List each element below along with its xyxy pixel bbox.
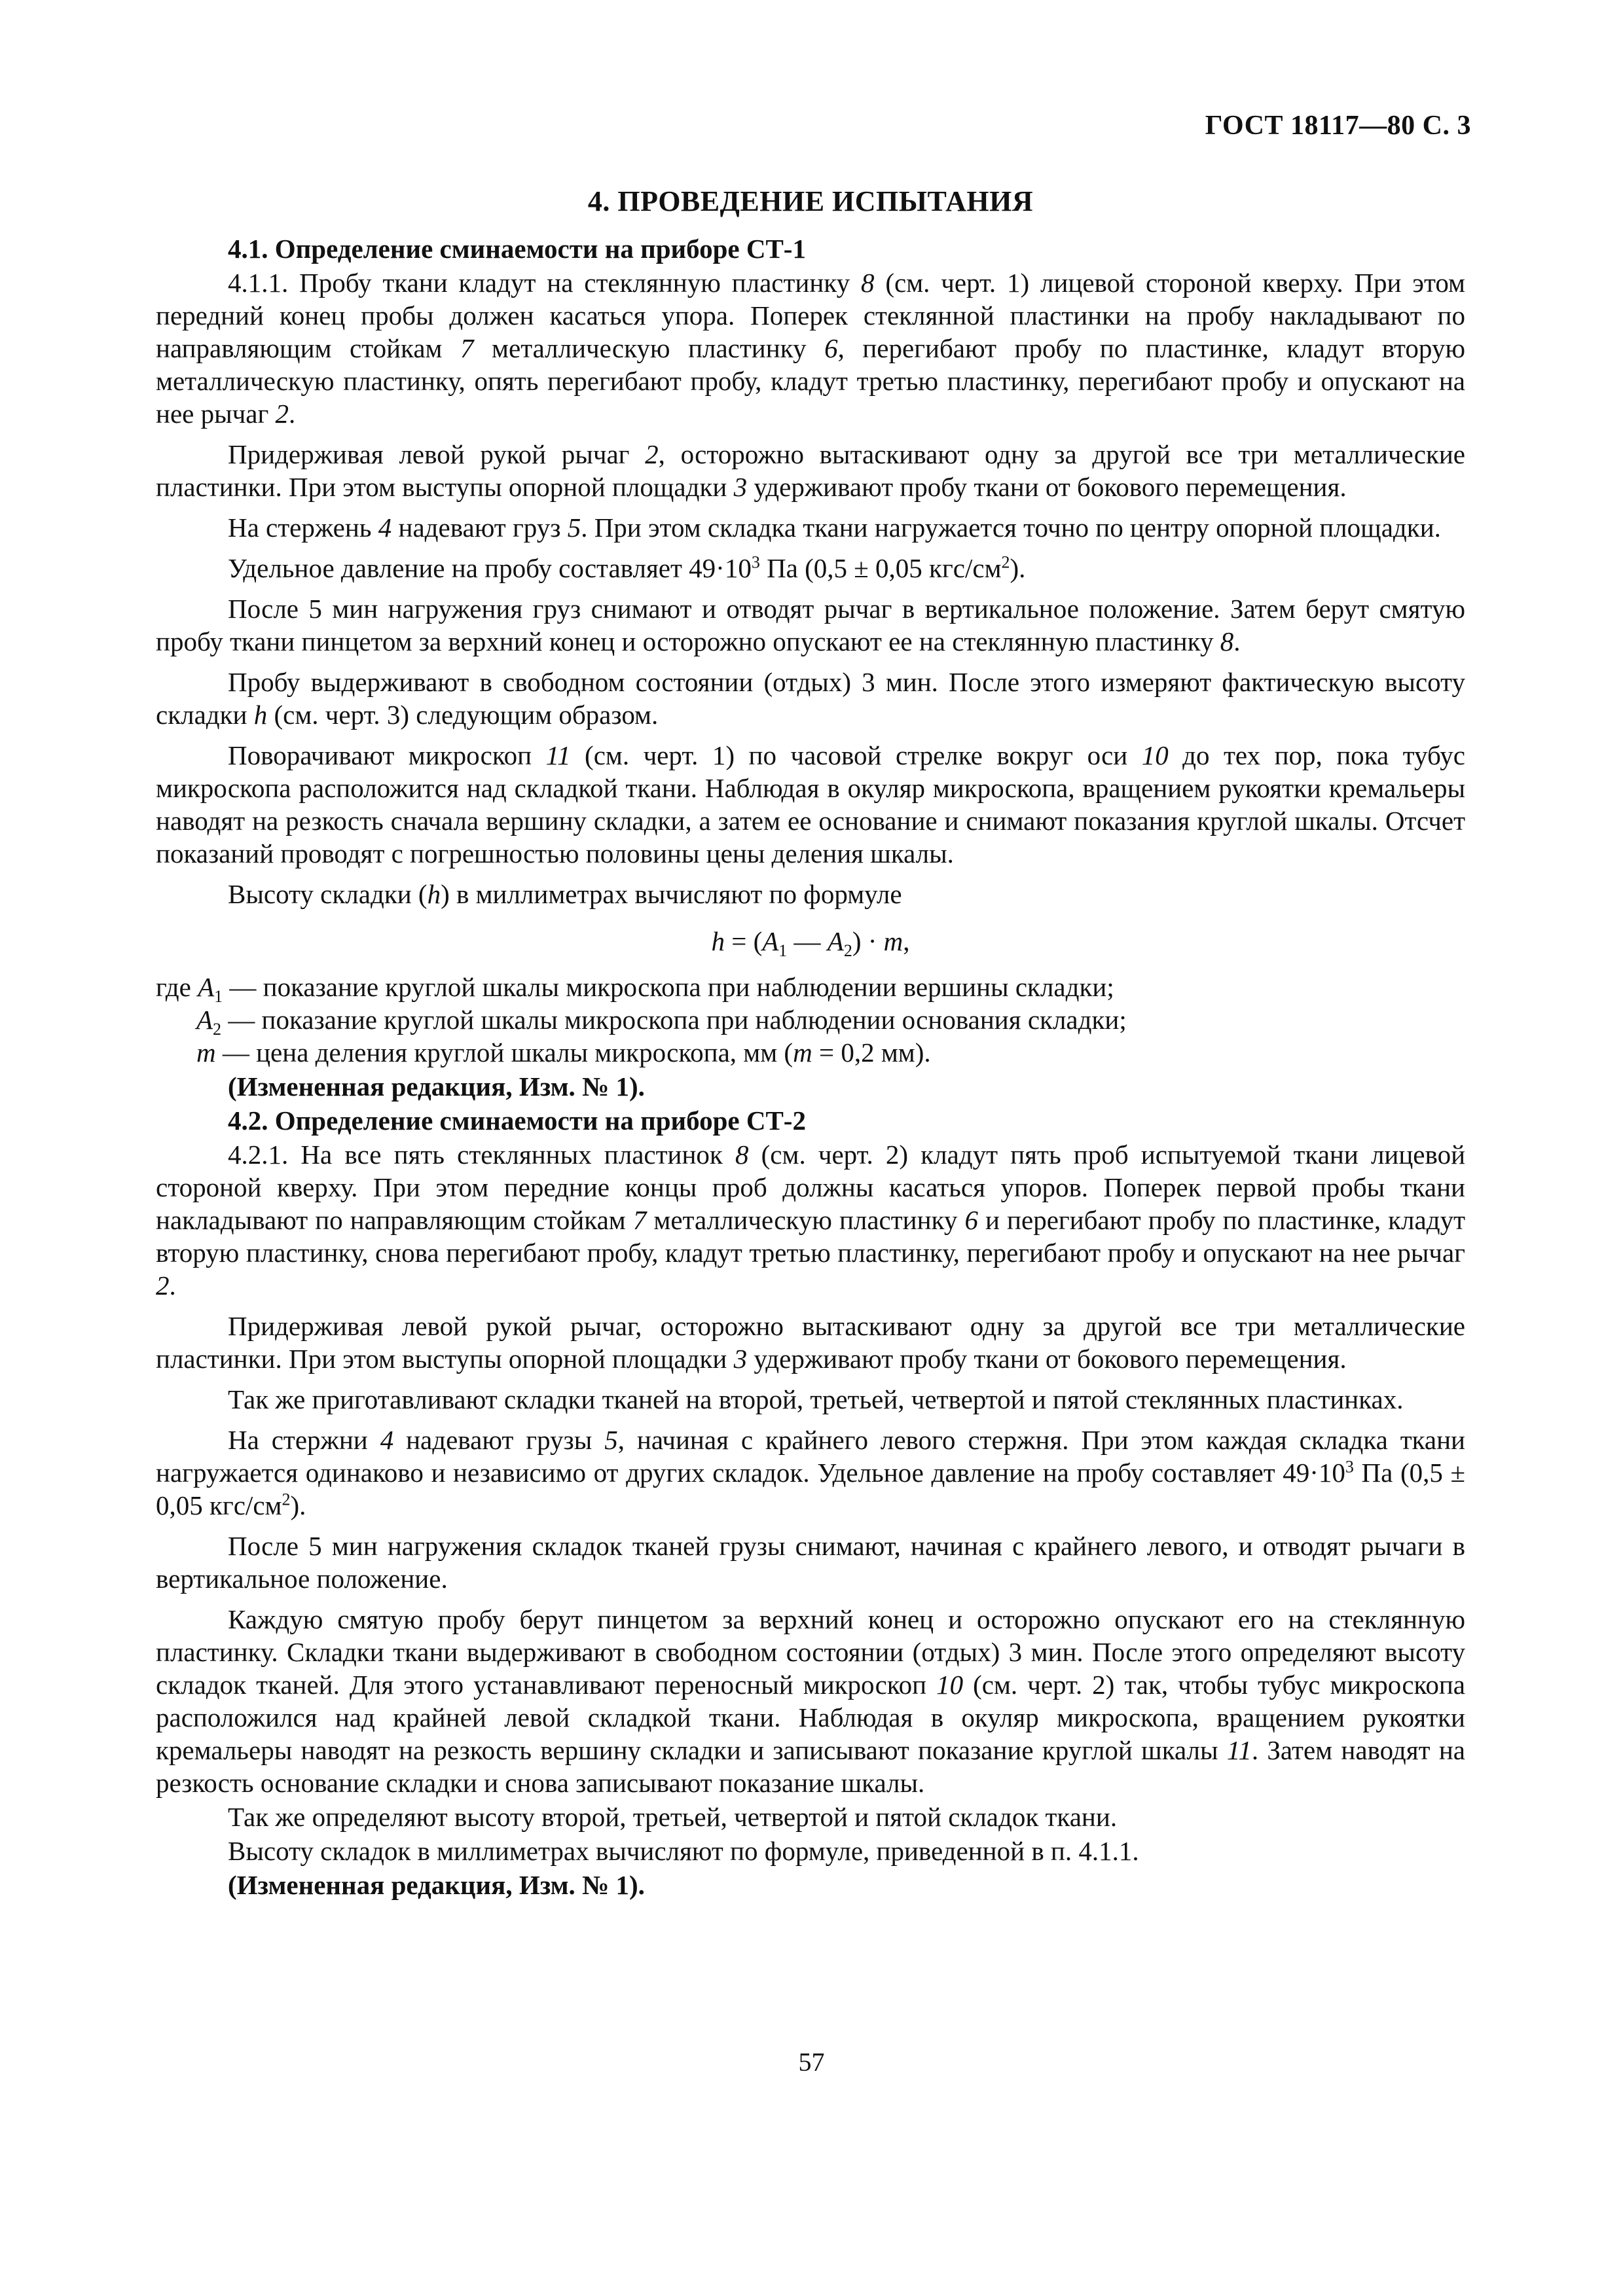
page-number: 57 <box>798 2047 825 2077</box>
paragraph: Каждую смятую пробу берут пинцетом за верхний конец и осторожно опускают его на стеклянную пластинку. Складки ткани выдерживают в свободном состоянии (отдых) 3 мин. После этого определяют высоту складок тканей. Для этого устанавливают переносный микроскоп 10 (см. черт. 2) так, чтобы тубус микроскопа расположился над крайней левой складкой ткани. Наблюдая в окуляр микроскопа, вращением рукоятки кремальеры наводят на резкость вершину складки и записывают показание круглой шкалы 11. Затем наводят на резкость основание складки и снова записывают показание шкалы. <box>156 1604 1465 1798</box>
subsection-title-4-1: 4.1. Определение сминаемости на приборе СТ-1 <box>228 234 806 264</box>
edit-note: (Измененная редакция, Изм. № 1). <box>228 1071 645 1102</box>
subsection-title-4-2: 4.2. Определение сминаемости на приборе СТ-2 <box>228 1105 806 1136</box>
paragraph: Поворачивают микроскоп 11 (см. черт. 1) по часовой стрелке вокруг оси 10 до тех пор, пока тубус микроскопа расположится над складкой ткани. Наблюдая в окуляр микроскопа, вращением рукоятки кремальеры наводят на резкость сначала вершину складки, а затем ее основание и снимают показания круглой шкалы. Отсчет показаний проводят с погрешностью половины цены деления шкалы. <box>156 740 1465 869</box>
document-body <box>156 185 1465 1901</box>
edit-note: (Измененная редакция, Изм. № 1). <box>228 1870 645 1900</box>
paragraph: После 5 мин нагружения груз снимают и отводят рычаг в вертикальное положение. Затем берут смятую пробу ткани пинцетом за верхний конец и осторожно опускают ее на стеклянную пластинку 8. <box>156 594 1465 656</box>
paragraph: Удельное давление на пробу составляет $49\cdot 10^3$ Па (0,5 ± 0,05 кгс/$см^2$). <box>228 552 1026 583</box>
paragraph: Высоту складки (h) в миллиметрах вычисляют по формуле <box>228 879 902 909</box>
formula-legend-a1: где $A_1$ — показание круглой шкалы микроскопа при наблюдении вершины складки; <box>156 972 1114 1007</box>
paragraph: На стержни 4 надевают грузы 5, начиная с крайнего левого стержня. При этом каждая складка ткани нагружается одинаково и независимо от других складок. Удельное давление на пробу составляет $49\cdot 10^3$ Па (0,5 ± 0,05 кгс/$см^2$). <box>156 1425 1466 1520</box>
document-header: ГОСТ 18117—80 С. 3 <box>1205 111 1471 141</box>
paragraph-4-2-1: 4.2.1. На все пять стеклянных пластинок 8 (см. черт. 2) кладут пять проб испытуемой ткани лицевой стороной кверху. При этом передние концы проб должны касаться упоров. Поперек первой пробы ткани накладывают по направляющим стойкам 7 металлическую пластинку 6 и перегибают пробу по пластинке, кладут вторую пластинку, снова перегибают пробу, кладут третью пластинку, перегибают пробу и опускают на нее рычаг 2. <box>156 1139 1466 1300</box>
paragraph-4-1-1: 4.1.1. Пробу ткани кладут на стеклянную пластинку 8 (см. черт. 1) лицевой стороной кверху. При этом передний конец пробы должен касаться упора. Поперек стеклянной пластинки на пробу накладывают по направляющим стойкам 7 металлическую пластинку 6, перегибают пробу по пластинке, кладут вторую металлическую пластинку, опять перегибают пробу, кладут третью пластинку, перегибают пробу и опускают на нее рычаг 2. <box>156 268 1466 429</box>
paragraph: Высоту складок в миллиметрах вычисляют по формуле, приведенной в п. 4.1.1. <box>228 1836 1139 1866</box>
paragraph: Придерживая левой рукой рычаг, осторожно вытаскивают одну за другой все три металлические пластинки. При этом выступы опорной площадки 3 удерживают пробу ткани от бокового перемещения. <box>156 1311 1465 1374</box>
paragraph: После 5 мин нагружения складок тканей грузы снимают, начиная с крайнего левого, и отводят рычаги в вертикальное положение. <box>156 1531 1465 1594</box>
section-title: 4. ПРОВЕДЕНИЕ ИСПЫТАНИЯ <box>587 185 1034 217</box>
paragraph: Пробу выдерживают в свободном состоянии (отдых) 3 мин. После этого измеряют фактическую высоту складки h (см. черт. 3) следующим образом. <box>156 667 1465 730</box>
paragraph: Так же определяют высоту второй, третьей, четвертой и пятой складок ткани. <box>228 1802 1118 1832</box>
paragraph: Придерживая левой рукой рычаг 2, осторожно вытаскивают одну за другой все три металлические пластинки. При этом выступы опорной площадки 3 удерживают пробу ткани от бокового перемещения. <box>156 439 1466 502</box>
paragraph: На стержень 4 надевают груз 5. При этом складка ткани нагружается точно по центру опорной площадки. <box>228 512 1441 543</box>
formula-legend-m: m — цена деления круглой шкалы микроскопа, мм (m = 0,2 мм). <box>196 1037 931 1067</box>
formula: $h = (A_1$ — $A_2) \cdot m$, <box>711 926 910 961</box>
formula-legend-a2: $A_2$ — показание круглой шкалы микроскопа при наблюдении основания складки; <box>196 1005 1127 1039</box>
paragraph: Так же приготавливают складки тканей на второй, третьей, четвертой и пятой стеклянных пластинках. <box>228 1384 1404 1414</box>
